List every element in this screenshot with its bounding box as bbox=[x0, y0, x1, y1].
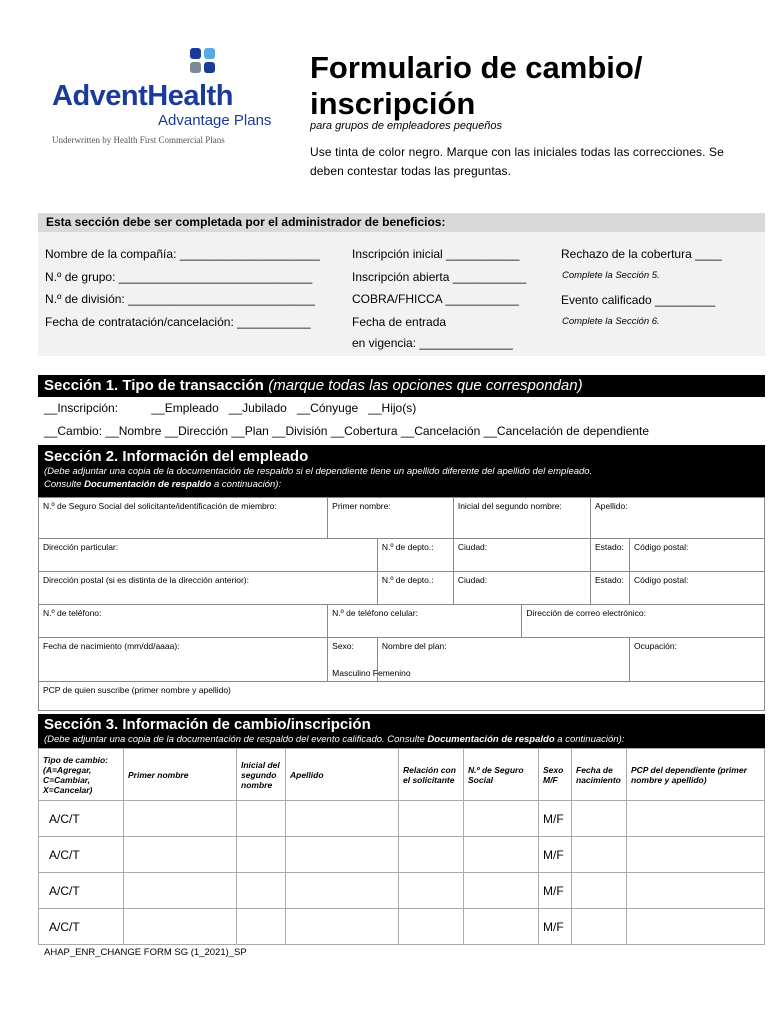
col-ssn: N.º de Seguro Social bbox=[464, 749, 539, 801]
mail-state-label: Estado: bbox=[595, 575, 624, 585]
relationship-input[interactable] bbox=[399, 801, 464, 837]
col-middle-initial: Inicial del segundo nombre bbox=[237, 749, 286, 801]
relationship-input[interactable] bbox=[399, 873, 464, 909]
mail-apt-label: N.º de depto.: bbox=[381, 575, 434, 585]
sex-cell[interactable]: M/F bbox=[539, 873, 572, 909]
pcp-label: PCP de quien suscribe (primer nombre y apellido) bbox=[43, 685, 231, 695]
table-row bbox=[39, 909, 765, 945]
city-cell[interactable] bbox=[453, 539, 590, 572]
phone-label: N.º de teléfono: bbox=[43, 608, 102, 618]
pcp-input[interactable] bbox=[627, 801, 765, 837]
mail-address-cell[interactable] bbox=[39, 572, 378, 605]
dob-input[interactable] bbox=[572, 909, 627, 945]
middle-initial-input[interactable] bbox=[237, 909, 286, 945]
ssn-input[interactable] bbox=[464, 873, 539, 909]
occupation-label: Ocupación: bbox=[634, 641, 677, 651]
division-number-field[interactable]: N.º de división: ____________________________ bbox=[45, 292, 315, 306]
table-row bbox=[39, 801, 765, 837]
last-name-input[interactable] bbox=[286, 801, 399, 837]
underwritten-text: Underwritten by Health First Commercial Plans bbox=[52, 135, 225, 145]
zip-cell[interactable] bbox=[630, 539, 765, 572]
change-options[interactable]: __Cambio: __Nombre __Dirección __Plan __División __Cobertura __Cancelación __Cancelación de dependiente bbox=[44, 424, 650, 438]
sex-cell[interactable]: M/F bbox=[539, 909, 572, 945]
middle-initial-label: Inicial del segundo nombre: bbox=[457, 501, 562, 511]
city-label: Ciudad: bbox=[457, 542, 488, 552]
first-name-input[interactable] bbox=[124, 837, 237, 873]
occupation-cell[interactable] bbox=[630, 638, 765, 682]
section2-note-2b: Documentación de respaldo bbox=[84, 479, 212, 490]
cell-phone-cell[interactable] bbox=[328, 605, 522, 638]
page-subtitle: para grupos de empleadores pequeños bbox=[310, 120, 503, 132]
col-sex: Sexo M/F bbox=[539, 749, 572, 801]
first-name-cell[interactable] bbox=[328, 498, 454, 539]
section3-note-c: a continuación): bbox=[554, 734, 625, 745]
mail-state-cell[interactable] bbox=[591, 572, 630, 605]
page-title: Formulario de cambio/ inscripción bbox=[310, 50, 643, 121]
ssn-input[interactable] bbox=[464, 837, 539, 873]
section3-title: Sección 3. Información de cambio/inscripción bbox=[44, 716, 371, 733]
section1-title-note: (marque todas las opciones que correspondan) bbox=[268, 377, 583, 394]
sex-cell[interactable]: M/F bbox=[539, 801, 572, 837]
employee-info-table bbox=[38, 497, 765, 711]
middle-initial-cell[interactable] bbox=[453, 498, 590, 539]
col-relationship: Relación con el solicitante bbox=[399, 749, 464, 801]
cobra-field[interactable]: COBRA/FHICCA ___________ bbox=[352, 292, 519, 306]
col-change-type: Tipo de cambio: (A=Agregar, C=Cambiar, X=Cancelar) bbox=[39, 749, 124, 801]
plan-name-label: Nombre del plan: bbox=[381, 641, 447, 651]
section3-header bbox=[38, 714, 765, 748]
effective-date-field[interactable]: en vigencia: ______________ bbox=[352, 336, 513, 350]
section2-note-2c: a continuación): bbox=[211, 479, 282, 490]
mail-city-label: Ciudad: bbox=[457, 575, 488, 585]
relationship-input[interactable] bbox=[399, 837, 464, 873]
last-name-input[interactable] bbox=[286, 837, 399, 873]
dob-label: Fecha de nacimiento (mm/dd/aaaa): bbox=[43, 641, 180, 651]
mail-zip-cell[interactable] bbox=[630, 572, 765, 605]
col-dob: Fecha de nacimiento bbox=[572, 749, 627, 801]
middle-initial-input[interactable] bbox=[237, 801, 286, 837]
ssn-input[interactable] bbox=[464, 909, 539, 945]
dob-input[interactable] bbox=[572, 873, 627, 909]
admin-heading: Esta sección debe ser completada por el administrador de beneficios: bbox=[38, 213, 765, 232]
pcp-input[interactable] bbox=[627, 909, 765, 945]
complete-section6-note: Complete la Sección 6. bbox=[562, 316, 660, 327]
last-name-input[interactable] bbox=[286, 909, 399, 945]
state-label: Estado: bbox=[595, 542, 624, 552]
relationship-input[interactable] bbox=[399, 909, 464, 945]
mail-city-cell[interactable] bbox=[453, 572, 590, 605]
coverage-refusal-field[interactable]: Rechazo de la cobertura ____ bbox=[561, 247, 722, 261]
sex-cell[interactable] bbox=[328, 638, 411, 682]
apt-cell[interactable] bbox=[377, 539, 453, 572]
pcp-input[interactable] bbox=[627, 837, 765, 873]
dependents-table bbox=[38, 748, 765, 945]
cell-phone-label: N.º de teléfono celular: bbox=[332, 608, 418, 618]
mail-apt-cell[interactable] bbox=[377, 572, 453, 605]
sex-cell[interactable]: M/F bbox=[539, 837, 572, 873]
sex-options[interactable]: Masculino Femenino bbox=[332, 668, 411, 678]
section1-title: Sección 1. Tipo de transacción bbox=[44, 377, 264, 394]
instructions: Use tinta de color negro. Marque con las iniciales todas las correcciones. Se deben contestar todas las preguntas. bbox=[310, 145, 724, 178]
change-type-cell[interactable]: A/C/T bbox=[39, 909, 124, 945]
email-cell[interactable] bbox=[522, 605, 765, 638]
table-row bbox=[39, 837, 765, 873]
brand-name: AdventHealth bbox=[52, 80, 233, 112]
dob-cell[interactable] bbox=[39, 638, 328, 682]
email-label: Dirección de correo electrónico: bbox=[526, 608, 646, 618]
col-last-name: Apellido bbox=[286, 749, 399, 801]
section3-note-b: Documentación de respaldo bbox=[427, 734, 555, 745]
section1-header bbox=[38, 375, 765, 397]
section3-note-a: (Debe adjuntar una copia de la documentación de respaldo del evento calificado. Consulte bbox=[44, 734, 428, 745]
dob-input[interactable] bbox=[572, 837, 627, 873]
mail-address-label: Dirección postal (si es distinta de la dirección anterior): bbox=[43, 575, 249, 585]
first-name-input[interactable] bbox=[124, 909, 237, 945]
first-name-input[interactable] bbox=[124, 873, 237, 909]
section2-header bbox=[38, 445, 765, 497]
address-label: Dirección particular: bbox=[43, 542, 119, 552]
mail-zip-label: Código postal: bbox=[634, 575, 689, 585]
last-name-input[interactable] bbox=[286, 873, 399, 909]
effective-date-label: Fecha de entrada bbox=[352, 315, 447, 329]
first-name-input[interactable] bbox=[124, 801, 237, 837]
ssn-input[interactable] bbox=[464, 801, 539, 837]
open-enrollment-field[interactable]: Inscripción abierta ___________ bbox=[352, 270, 527, 284]
apt-label: N.º de depto.: bbox=[381, 542, 434, 552]
logo-mark-icon bbox=[190, 48, 218, 80]
enrollment-options[interactable]: __Inscripción: __Empleado __Jubilado __Cónyuge __Hijo(s) bbox=[44, 401, 417, 415]
form-code-footer: AHAP_ENR_CHANGE FORM SG (1_2021)_SP bbox=[44, 947, 247, 958]
hire-date-field[interactable]: Fecha de contratación/cancelación: ___________ bbox=[45, 315, 311, 329]
first-name-label: Primer nombre: bbox=[332, 501, 391, 511]
zip-label: Código postal: bbox=[634, 542, 689, 552]
change-type-cell[interactable]: A/C/T bbox=[39, 873, 124, 909]
middle-initial-input[interactable] bbox=[237, 873, 286, 909]
complete-section5-note: Complete la Sección 5. bbox=[562, 270, 660, 281]
section2-title: Sección 2. Información del empleado bbox=[44, 448, 309, 465]
last-name-label: Apellido: bbox=[594, 501, 628, 511]
plan-name-cell[interactable] bbox=[377, 638, 629, 682]
sex-label: Sexo: bbox=[332, 641, 354, 651]
middle-initial-input[interactable] bbox=[237, 837, 286, 873]
ssn-label: N.º de Seguro Social del solicitante/identificación de miembro: bbox=[43, 501, 277, 511]
state-cell[interactable] bbox=[591, 539, 630, 572]
last-name-cell[interactable] bbox=[590, 498, 764, 539]
phone-cell[interactable] bbox=[39, 605, 328, 638]
ssn-cell[interactable] bbox=[39, 498, 328, 539]
change-type-cell[interactable]: A/C/T bbox=[39, 837, 124, 873]
table-row bbox=[39, 873, 765, 909]
dob-input[interactable] bbox=[572, 801, 627, 837]
pcp-cell[interactable] bbox=[39, 682, 765, 711]
group-number-field[interactable]: N.º de grupo: _____________________________ bbox=[45, 270, 313, 284]
qualifying-event-field[interactable]: Evento calificado _________ bbox=[561, 293, 716, 307]
section2-note-1: (Debe adjuntar una copia de la documentación de respaldo si el dependiente tiene un apellido diferente del apellido del empleado. bbox=[44, 466, 593, 477]
col-first-name: Primer nombre bbox=[124, 749, 237, 801]
pcp-input[interactable] bbox=[627, 873, 765, 909]
brand-subtitle: Advantage Plans bbox=[158, 112, 272, 129]
address-cell[interactable] bbox=[39, 539, 378, 572]
section2-note-2a: Consulte bbox=[44, 479, 85, 490]
company-name-field[interactable]: Nombre de la compañía: _____________________ bbox=[45, 247, 320, 261]
col-pcp: PCP del dependiente (primer nombre y apellido) bbox=[627, 749, 765, 801]
initial-enrollment-field[interactable]: Inscripción inicial ___________ bbox=[352, 247, 520, 261]
change-type-cell[interactable]: A/C/T bbox=[39, 801, 124, 837]
